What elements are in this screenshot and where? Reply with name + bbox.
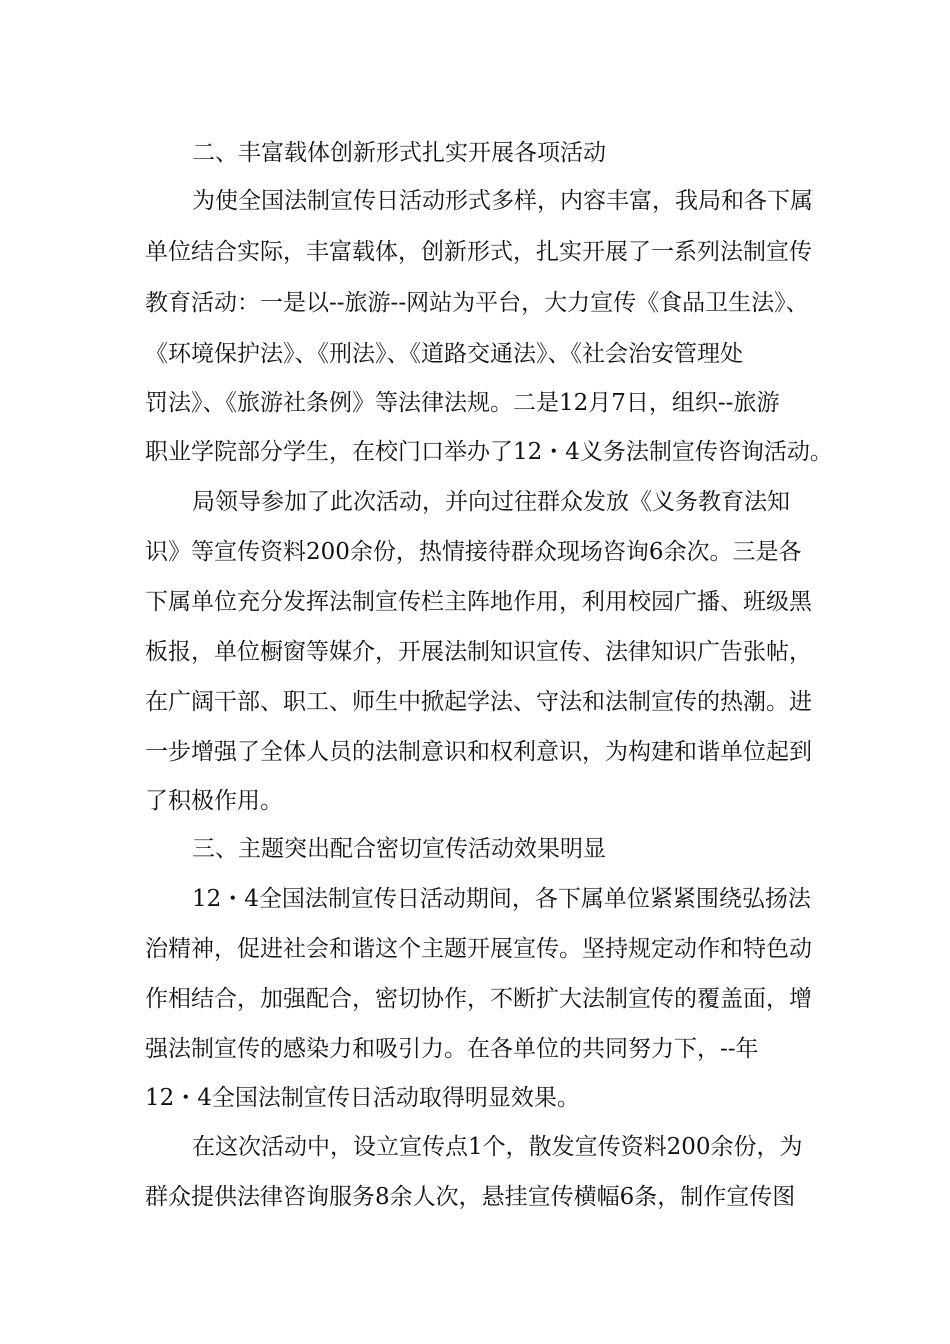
paragraph-line: 作相结合，加强配合，密切协作，不断扩大法制宣传的覆盖面，增 — [145, 986, 812, 1012]
paragraph-line: 12・4全国法制宣传日活动取得明显效果。 — [145, 1085, 580, 1111]
paragraph-line: 了积极作用。 — [145, 788, 283, 814]
section-heading: 二、丰富载体创新形式扎实开展各项活动 — [192, 140, 606, 166]
paragraph-line: 单位结合实际，丰富载体，创新形式，扎实开展了一系列法制宣传 — [145, 239, 812, 265]
paragraph-line: 治精神，促进社会和谐这个主题开展宣传。坚持规定动作和特色动 — [145, 936, 812, 962]
paragraph-line: 板报，单位橱窗等媒介，开展法制知识宣传、法律知识广告张帖， — [145, 639, 812, 665]
paragraph-line: 在这次活动中，设立宣传点1个，散发宣传资料200余份，为 — [192, 1134, 803, 1160]
paragraph-line: 识》等宣传资料200余份，热情接待群众现场咨询6余次。三是各 — [145, 539, 802, 565]
paragraph-line: 12・4全国法制宣传日活动期间，各下属单位紧紧围绕弘扬法 — [192, 886, 811, 912]
paragraph-line: 罚法》、《旅游社条例》等法律法规。二是12月7日，组织--旅游 — [145, 390, 780, 416]
paragraph-line: 下属单位充分发挥法制宣传栏主阵地作用，利用校园广播、班级黑 — [145, 589, 812, 615]
paragraph-line: 一步增强了全体人员的法制意识和权利意识，为构建和谐单位起到 — [145, 739, 812, 765]
paragraph-line: 在广阔干部、职工、师生中掀起学法、守法和法制宣传的热潮。进 — [145, 689, 812, 715]
paragraph-line: 教育活动：一是以--旅游--网站为平台，大力宣传《食品卫生法》、 — [145, 290, 809, 316]
paragraph-line: 强法制宣传的感染力和吸引力。在各单位的共同努力下，--年 — [145, 1036, 759, 1062]
paragraph-line: 局领导参加了此次活动，并向过往群众发放《义务教育法知 — [192, 489, 790, 515]
section-heading: 三、主题突出配合密切宣传活动效果明显 — [192, 836, 606, 862]
paragraph-line: 为使全国法制宣传日活动形式多样，内容丰富，我局和各下属 — [192, 188, 813, 214]
paragraph-line: 职业学院部分学生，在校门口举办了12・4义务法制宣传咨询活动。 — [145, 439, 833, 465]
paragraph-line: 群众提供法律咨询服务8余人次，悬挂宣传横幅6条，制作宣传图 — [145, 1184, 796, 1210]
paragraph-line: 《环境保护法》、《刑法》、《道路交通法》、《社会治安管理处 — [145, 341, 743, 367]
